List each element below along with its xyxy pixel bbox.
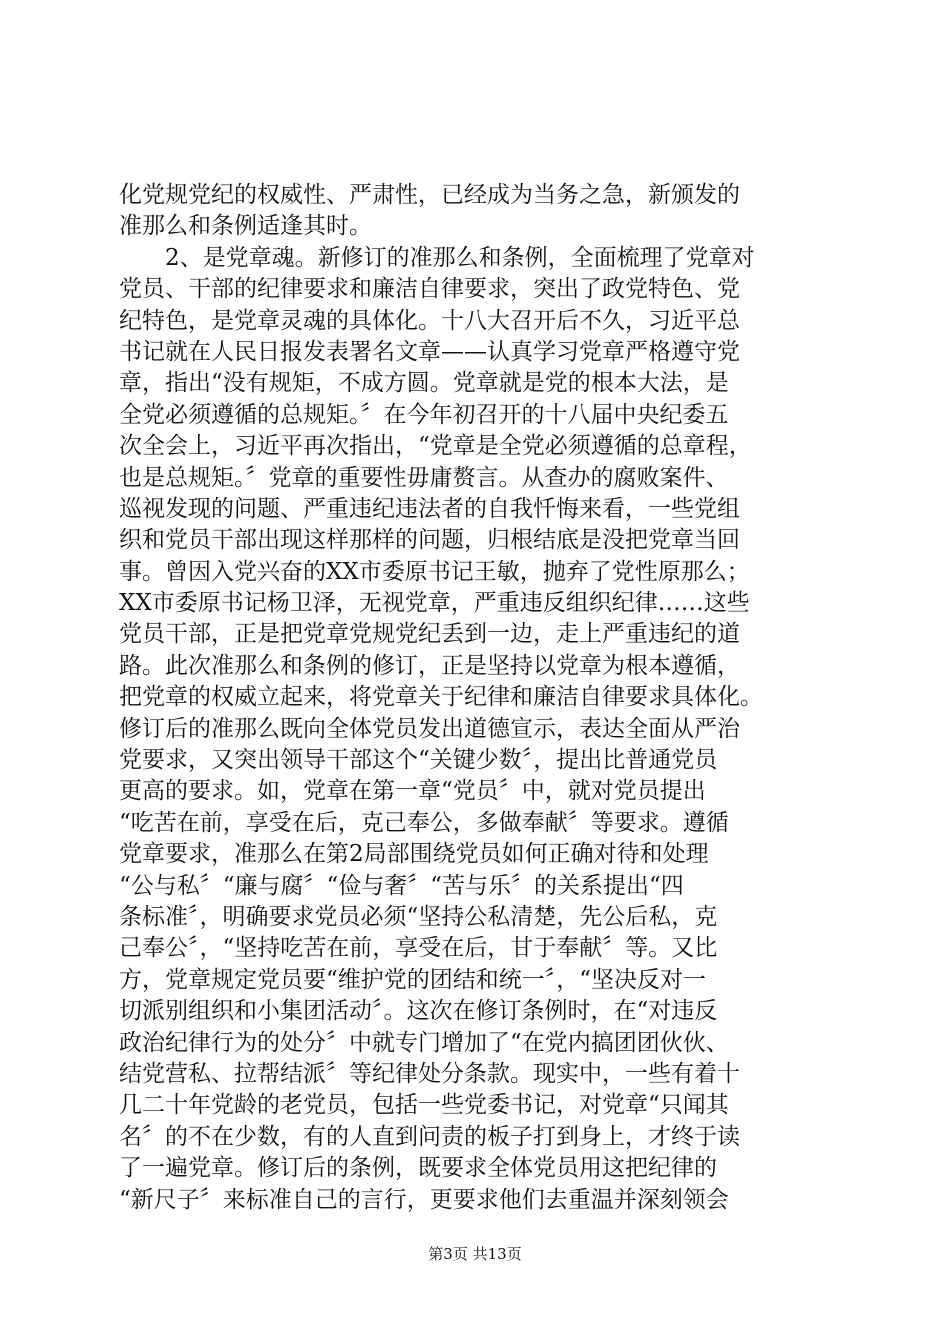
text-line: 己奉公〞，“坚持吃苦在前，享受在后，甘于奉献〞等。又比 xyxy=(119,935,718,962)
text-line: 次全会上，习近平再次指出，“党章是全党必须遵循的总章程， xyxy=(119,433,752,460)
text-line: 书记就在人民日报发表署名文章——认真学习党章严格遵守党 xyxy=(119,338,740,365)
text-line: XX市委原书记杨卫泽，无视党章，严重违反组织纪律……这些 xyxy=(119,590,750,617)
text-line: 党章要求，准那么在第2局部围绕党员如何正确对待和处理 xyxy=(119,841,709,868)
text-line: 方，党章规定党员要“维护党的团结和统一〞，“坚决反对一 xyxy=(119,966,707,993)
text-line: 把党章的权威立起来，将党章关于纪律和廉洁自律要求具体化。 xyxy=(119,684,763,711)
text-line: 修订后的准那么既向全体党员发出道德宣示，表达全面从严治 xyxy=(119,715,740,742)
text-line: 事。曾因入党兴奋的XX市委原书记王敏，抛弃了党性原那么； xyxy=(119,558,750,585)
text-line: 纪特色，是党章灵魂的具体化。十八大召开后不久，习近平总 xyxy=(119,307,740,334)
text-line: 几二十年党龄的老党员，包括一些党委书记，对党章“只闻其 xyxy=(119,1092,729,1119)
text-line: 名〞的不在少数，有的人直到问责的板子打到身上，才终于读 xyxy=(119,1123,740,1150)
text-line: 切派别组织和小集团活动〞。这次在修订条例时，在“对违反 xyxy=(119,998,718,1025)
text-line: 织和党员干部出现这样那样的问题，归根结底是没把党章当回 xyxy=(119,527,740,554)
body-text xyxy=(119,180,849,1216)
text-line: 2、是党章魂。新修订的准那么和条例，全面梳理了党章对 xyxy=(119,244,755,271)
text-line: 更高的要求。如，党章在第一章“党员〞中，就对党员提出 xyxy=(119,778,706,805)
text-line: 巡视发现的问题、严重违纪违法者的自我忏悔来看，一些党组 xyxy=(119,495,740,522)
text-line: 化党规党纪的权威性、严肃性，已经成为当务之急，新颁发的 xyxy=(119,182,740,208)
text-line: 全党必须遵循的总规矩。〞在今年初召开的十八届中央纪委五 xyxy=(119,401,729,428)
text-line: 路。此次准那么和条例的修订，正是坚持以党章为根本遵循， xyxy=(119,652,740,679)
text-line: 结党营私、拉帮结派〞等纪律处分条款。现实中，一些有着十 xyxy=(119,1060,740,1087)
text-line: 党要求，又突出领导干部这个“关键少数〞，提出比普通党员 xyxy=(119,747,718,774)
text-line: 章，指出“没有规矩，不成方圆。党章就是党的根本大法，是 xyxy=(119,370,729,397)
page-number-label: 第3页 共13页 xyxy=(428,1245,522,1263)
text-line: 党员干部，正是把党章党规党纪丢到一边，走上严重违纪的道 xyxy=(119,621,740,648)
text-line: 了一遍党章。修订后的条例，既要求全体党员用这把纪律的 xyxy=(119,1155,717,1182)
page-footer xyxy=(0,1243,950,1264)
text-line: 党员、干部的纪律要求和廉洁自律要求，突出了政党特色、党 xyxy=(119,276,740,303)
text-line: 准那么和条例适逢其时。 xyxy=(119,213,372,240)
text-line: 条标准〞，明确要求党员必须“坚持公私清楚，先公后私，克 xyxy=(119,903,718,930)
text-line: 也是总规矩。〞党章的重要性毋庸赘言。从查办的腐败案件、 xyxy=(119,464,729,491)
text-line: “吃苦在前，享受在后，克己奉公，多做奉献〞等要求。遵循 xyxy=(119,809,729,836)
text-line: “新尺子〞来标准自己的言行，更要求他们去重温并深刻领会 xyxy=(119,1186,729,1213)
text-line: 政治纪律行为的处分〞中就专门增加了“在党内搞团团伙伙、 xyxy=(119,1029,729,1056)
text-line: “公与私〞“廉与腐〞“俭与奢〞“苦与乐〞的关系提出“四 xyxy=(119,872,684,899)
